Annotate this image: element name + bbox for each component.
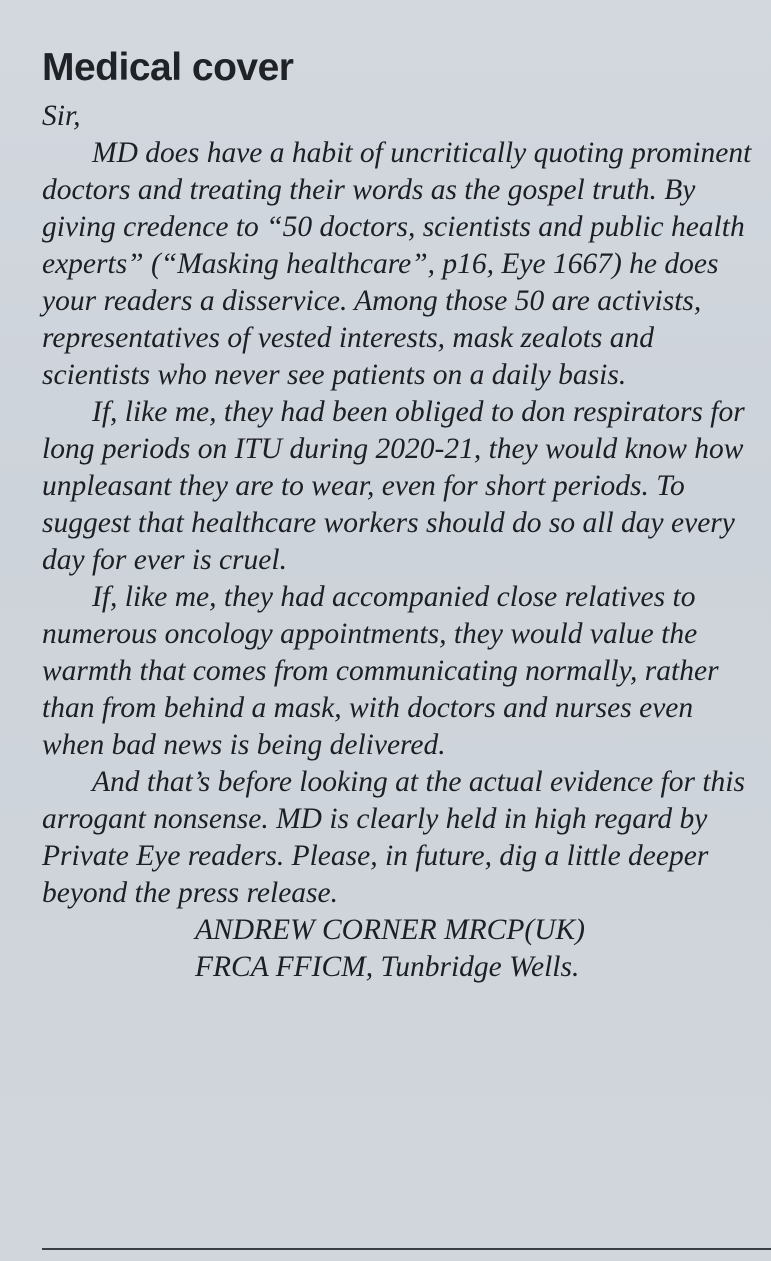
letter-paragraph-4: And that’s before looking at the actual evidence for this arrogant nonsense. MD is clearly held in high regard by Private Eye readers. Please, in future, dig a little deeper beyond the press release. [42, 766, 745, 909]
letter-salutation: Sir, [42, 100, 81, 132]
letter-signature [42, 912, 754, 986]
letter-paragraph-1: MD does have a habit of uncritically quoting prominent doctors and treating their words as the gospel truth. By giving credence to “50 doctors, scientists and public health experts” (“Masking healthcare”, p16, Eye 1667) he does your readers a disservice. Among those 50 are activists, representatives of vested interests, mask zealots and scientists who never see patients on a daily basis. [42, 137, 752, 391]
signature-credentials: FRCA FFICM, Tunbridge Wells. [195, 951, 580, 983]
letter-paragraph-2: If, like me, they had been obliged to don respirators for long periods on ITU during 2020-21, they would know how unpleasant they are to wear, even for short periods. To suggest that healthcare workers should do so all day every day for ever is cruel. [42, 396, 745, 576]
letter-paragraph-3: If, like me, they had accompanied close relatives to numerous oncology appointments, they would value the warmth that comes from communicating normally, rather than from behind a mask, with doctors and nurses even when bad news is being delivered. [42, 581, 719, 761]
signature-name: ANDREW CORNER MRCP(UK) [195, 914, 585, 946]
column-divider-rule [42, 1248, 771, 1250]
letter-column [42, 40, 754, 986]
letter-headline: Medical cover [42, 46, 294, 89]
